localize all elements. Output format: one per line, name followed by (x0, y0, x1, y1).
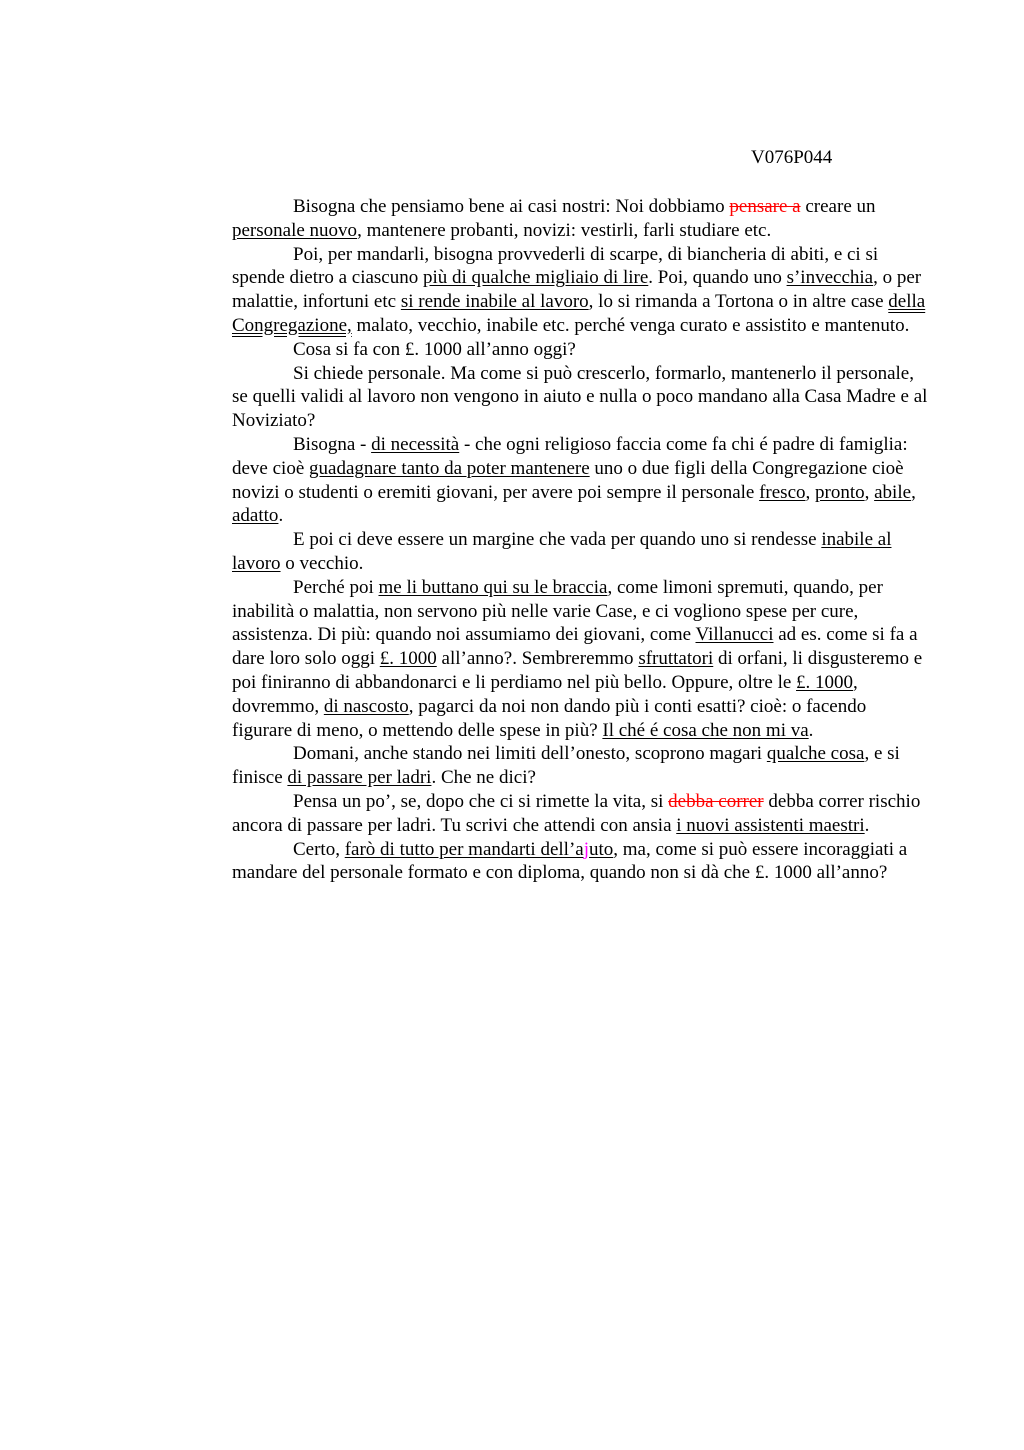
text-line: Poi, per mandarli, bisogna provvederli di scarpe, di biancheria di abiti, e ci si (293, 243, 879, 265)
double-underlined-text: della (888, 291, 926, 313)
text-line: spende dietro a ciascuno più di qualche migliaio di lire. Poi, quando uno s’invecchia, o per (232, 267, 922, 289)
paragraph-4 (171, 362, 936, 433)
underlined-text: di nascosto (323, 695, 409, 717)
paragraph-6 (171, 528, 936, 576)
underlined-text: adatto (232, 505, 279, 527)
paragraph-7 (171, 576, 936, 743)
text-line: Domani, anche stando nei limiti dell’onesto, scoprono magari qualche cosa, e si (293, 743, 900, 765)
text-line: assistenza. Di più: quando noi assumiamo dei giovani, come Villanucci ad es. come si fa a (232, 624, 918, 646)
underlined-text: fresco (759, 481, 806, 503)
underlined-text: i nuovi assistenti maestri (676, 814, 865, 836)
text-line: adatto. (232, 505, 284, 527)
underlined-text: abile (874, 481, 912, 503)
text-line: Certo, farò di tutto per mandarti dell’ajuto, ma, come si può essere incoraggiati a (293, 838, 908, 860)
text-line: personale nuovo, mantenere probanti, novizi: vestirli, farli studiare etc. (232, 219, 772, 241)
text-line: Bisogna - di necessità - che ogni religioso faccia come fa chi é padre di famiglia: (293, 433, 908, 455)
text-line: ancora di passare per ladri. Tu scrivi che attendi con ansia i nuovi assistenti maestri. (232, 814, 870, 836)
underlined-text: qualche cosa (766, 743, 865, 765)
underlined-text: inabile al (821, 529, 892, 551)
text-line: inabilità o malattia, non servono più nelle varie Case, e ci vogliono spese per cure, (232, 600, 859, 622)
underlined-text: £. 1000 (379, 648, 437, 670)
text-line: malattie, infortuni etc si rende inabile al lavoro, lo si rimanda a Tortona o in altre case della (232, 291, 926, 313)
text-line: E poi ci deve essere un margine che vada per quando uno si rendesse inabile al (293, 529, 892, 551)
deleted-text: debba correr (668, 790, 764, 812)
underlined-text: di necessità (371, 433, 460, 455)
text-line: dovremmo, di nascosto, pagarci da noi non dando più i conti esatti? cioè: o facendo (232, 695, 867, 717)
underlined-text: farò di tutto per mandarti dell’ajuto (344, 838, 614, 860)
underlined-text: Il ché é cosa che non mi va (602, 719, 809, 741)
underlined-text: pronto (815, 481, 865, 503)
text-line: Bisogna che pensiamo bene ai casi nostri: Noi dobbiamo pensare a creare un (293, 196, 876, 217)
underlined-text: più di qualche migliaio di lire (422, 267, 649, 289)
paragraph-9 (171, 790, 936, 838)
text-line: se quelli validi al lavoro non vengono in aiuto e nulla o poco mandano alla Casa Madre e al (232, 386, 928, 408)
underlined-text: sfruttatori (638, 648, 714, 670)
underlined-text: personale nuovo (232, 219, 358, 241)
underlined-text: lavoro (232, 552, 281, 574)
underlined-text: guadagnare tanto da poter mantenere (309, 457, 590, 479)
paragraph-5 (171, 433, 936, 528)
text-line: figurare di meno, o mettendo delle spese in più? Il ché é cosa che non mi va. (232, 719, 814, 741)
text-line: finisce di passare per ladri. Che ne dici? (232, 767, 536, 789)
text-line: Pensa un po’, se, dopo che ci si rimette la vita, si debba correr debba correr rischio (293, 790, 921, 812)
text-line: Congregazione, malato, vecchio, inabile etc. perché venga curato e assistito e mantenuto. (232, 314, 910, 336)
underlined-text: Villanucci (695, 624, 774, 646)
text-line: Cosa si fa con £. 1000 all’anno oggi? (293, 338, 576, 360)
text-line: novizi o studenti o eremiti giovani, per avere poi sempre il personale fresco, pronto, abile, (232, 481, 916, 503)
paragraph-1 (171, 195, 936, 243)
deleted-text: pensare a (729, 196, 801, 217)
text-line: poi finiranno di abbandonarci e li perdiamo nel più bello. Oppure, oltre le £. 1000, (232, 671, 858, 693)
underlined-text: £. 1000 (796, 671, 854, 693)
text-line: deve cioè guadagnare tanto da poter mantenere uno o due figli della Congregazione cioè (232, 457, 904, 479)
double-underlined-text: Congregazione, (232, 314, 352, 336)
letter-body (171, 195, 936, 885)
underlined-text: me li buttano qui su le braccia (378, 576, 608, 598)
underlined-text: di passare per ladri (287, 767, 432, 789)
text-line: lavoro o vecchio. (232, 552, 364, 574)
paragraph-3 (171, 338, 936, 362)
paragraph-10 (171, 838, 936, 886)
inserted-text: j (583, 838, 589, 860)
text-line: Si chiede personale. Ma come si può crescerlo, formarlo, mantenerlo il personale, (293, 362, 914, 384)
paragraph-8 (171, 742, 936, 790)
text-line: mandare del personale formato e con diploma, quando non si dà che £. 1000 all’anno? (232, 862, 888, 884)
text-line: Noviziato? (232, 410, 316, 432)
underlined-text: si rende inabile al lavoro (400, 291, 589, 313)
paragraph-2 (171, 243, 936, 338)
text-line: dare loro solo oggi £. 1000 all’anno?. Sembreremmo sfruttatori di orfani, li disgusteremo e (232, 648, 923, 670)
text-line: Perché poi me li buttano qui su le braccia, come limoni spremuti, quando, per (293, 576, 883, 598)
document-id: V076P044 (751, 147, 833, 168)
underlined-text: s’invecchia (786, 267, 874, 289)
